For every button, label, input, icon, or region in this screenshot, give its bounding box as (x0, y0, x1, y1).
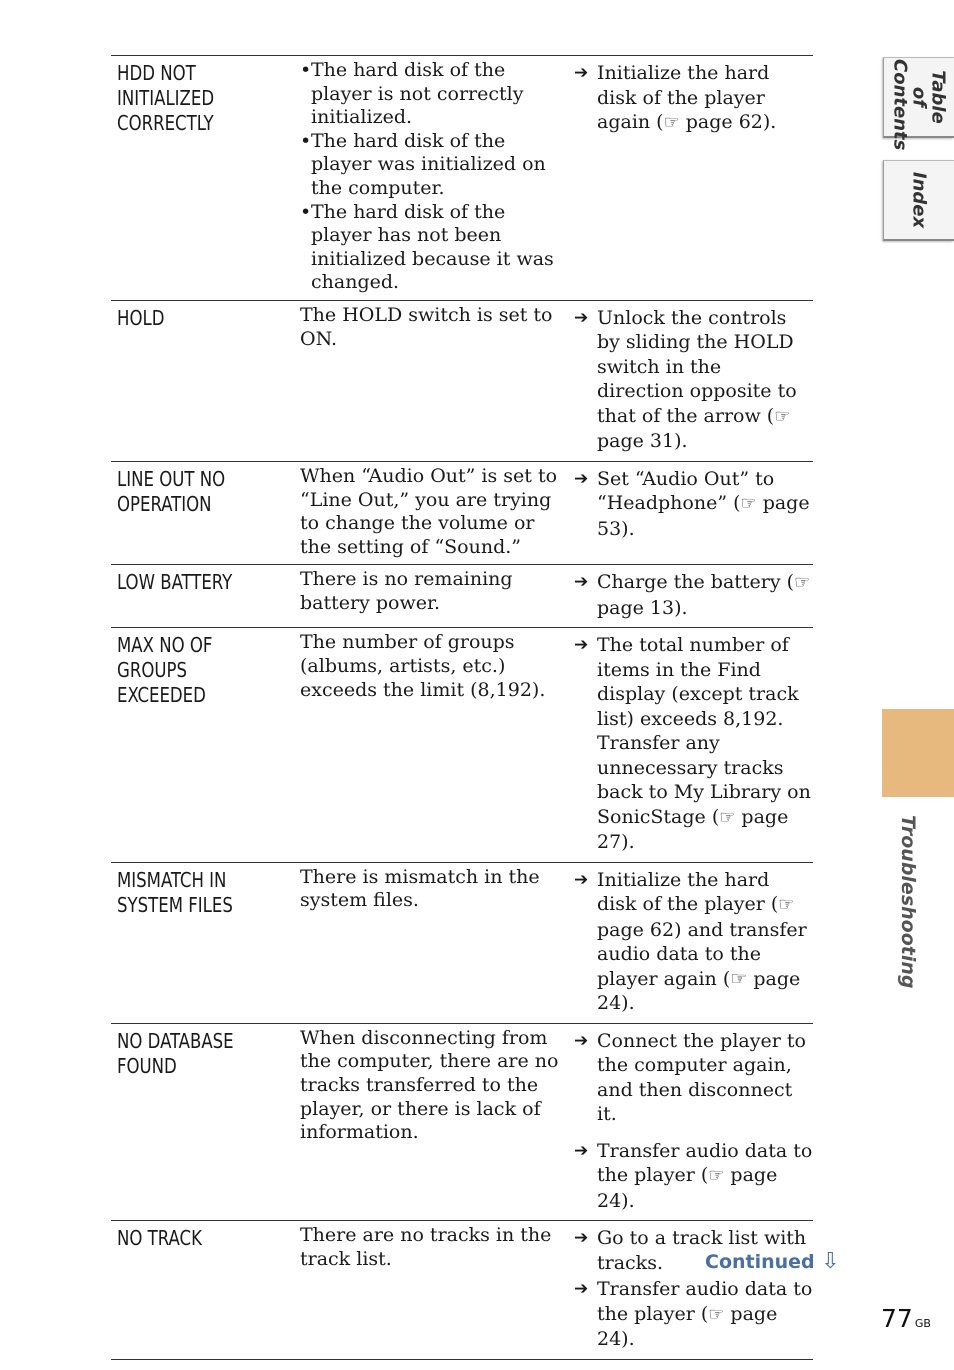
cause (300, 1221, 560, 1359)
table-row (111, 301, 813, 462)
remedy-item (574, 1277, 813, 1352)
tab-index-label: Index (908, 171, 930, 229)
page-reference-text: page 24). (597, 1164, 778, 1212)
error-message-line: NO DATABASE (117, 1028, 234, 1053)
remedy (560, 565, 813, 627)
arrow-icon: ➔ (574, 468, 589, 489)
error-message (111, 628, 300, 862)
page-number-value: 77 (881, 1304, 913, 1333)
cause-item: • The hard disk of the player has not been initialized because it was changed. (300, 201, 560, 295)
arrow-icon: ➔ (574, 572, 589, 593)
cause-item: • The hard disk of the player was initialized on the computer. (300, 130, 560, 201)
page-reference-icon: ☞ (708, 1303, 725, 1325)
cause-text: When “Audio Out” is set to “Line Out,” you are trying to change the volume or the setting of “Sound.” (300, 464, 558, 558)
error-message-line: MAX NO OF (117, 633, 213, 658)
error-message-line: SYSTEM FILES (117, 892, 233, 917)
table-row (111, 1024, 813, 1222)
error-message (111, 1024, 300, 1221)
remedy (560, 56, 813, 300)
continued-link (705, 1249, 840, 1274)
remedy (560, 1221, 813, 1359)
down-arrow-icon: ⇩ (821, 1249, 840, 1274)
error-message-line: FOUND (117, 1053, 177, 1078)
remedy-text: The total number of items in the Find display (except track list) exceeds 8,192. Transfer any unnecessary tracks back to My Library on SonicStage ( (597, 634, 811, 828)
error-message (111, 565, 300, 627)
arrow-icon: ➔ (574, 1140, 589, 1161)
tab-table-of-contents-label: Table of Contents (889, 59, 949, 151)
error-message (111, 56, 300, 300)
remedy (560, 1024, 813, 1221)
remedy-item (574, 1029, 813, 1127)
arrow-icon: ➔ (574, 63, 589, 83)
page-number-suffix: GB (914, 1317, 931, 1330)
remedy-item (574, 1139, 813, 1214)
cause-text: There are no tracks in the track list. (300, 1224, 552, 1270)
remedy-item (574, 633, 813, 855)
error-message-line: EXCEEDED (117, 683, 206, 708)
arrow-icon: ➔ (574, 307, 589, 328)
section-color-block (882, 709, 954, 797)
remedy-item (574, 306, 813, 454)
error-message-line: INITIALIZED (117, 86, 215, 110)
page-reference-text: page 62) and transfer audio data to the player again (☞ page 24). (597, 918, 807, 1015)
table-row (111, 462, 813, 565)
troubleshooting-table (111, 55, 813, 1360)
cause-item: • The hard disk of the player is not correctly initialized. (300, 59, 560, 130)
remedy (560, 301, 813, 461)
page-reference-text: page 24). (597, 1302, 778, 1351)
section-label-text: Troubleshooting (897, 815, 919, 989)
remedy-text: Connect the player to the computer again, and then disconnect it. (597, 1029, 806, 1126)
table-row (111, 1221, 813, 1360)
page-reference-icon: ☞ (708, 1165, 725, 1187)
remedy-item (574, 467, 813, 542)
cause-text: The number of groups (albums, artists, etc.) exceeds the limit (8,192). (300, 631, 546, 701)
remedy-text: Initialize the hard disk of the player ( (597, 868, 779, 916)
remedy-text: Initialize the hard disk of the player again ( (597, 62, 770, 133)
error-message-line: HDD NOT (117, 61, 196, 85)
remedy-text: Unlock the controls by sliding the HOLD switch in the direction opposite to that of the arrow ( (597, 306, 797, 427)
error-message-line: GROUPS (117, 658, 187, 683)
error-message-line: LOW BATTERY (117, 570, 233, 595)
remedy-text: Set “Audio Out” to “Headphone” ( (597, 467, 775, 515)
arrow-icon: ➔ (574, 1228, 589, 1249)
remedy-text: Charge the battery ( (597, 571, 795, 594)
arrow-icon: ➔ (574, 869, 589, 890)
cause-text: There is no remaining battery power. (300, 568, 513, 614)
cause (300, 301, 560, 461)
arrow-icon: ➔ (574, 1279, 589, 1300)
table-row (111, 565, 813, 628)
remedy (560, 863, 813, 1023)
error-message-line: LINE OUT NO (117, 466, 226, 491)
error-message (111, 863, 300, 1023)
cause (300, 462, 560, 564)
remedy-item (574, 868, 813, 1016)
page-reference-icon: ☞ (774, 405, 791, 427)
remedy-text: Go to a track list with tracks. (597, 1227, 807, 1274)
page-reference-text: page 53). (597, 492, 810, 540)
error-message (111, 462, 300, 564)
remedy-text: Transfer audio data to the player ( (597, 1139, 813, 1187)
arrow-icon: ➔ (574, 635, 589, 656)
page-reference-icon: ☞ (719, 806, 736, 828)
cause-text: The HOLD switch is set to ON. (300, 303, 553, 350)
cause (300, 565, 560, 627)
page-reference-icon: ☞ (794, 572, 811, 594)
error-message (111, 301, 300, 461)
error-message (111, 1221, 300, 1359)
cause (300, 628, 560, 862)
cause-text: There is mismatch in the system files. (300, 865, 540, 912)
error-message-line: MISMATCH IN (117, 867, 227, 892)
cause (300, 56, 560, 300)
table-row (111, 56, 813, 301)
error-message-line: NO TRACK (117, 1226, 202, 1251)
cause (300, 863, 560, 1023)
remedy-text: Transfer audio data to the player ( (597, 1278, 813, 1325)
remedy (560, 462, 813, 564)
page-reference-icon: ☞ (740, 493, 757, 515)
cause (300, 1024, 560, 1221)
page-reference-icon: ☞ (778, 894, 795, 916)
arrow-icon: ➔ (574, 1030, 589, 1051)
cause-list (300, 59, 560, 295)
page-reference-text: page 62). (679, 111, 777, 133)
error-message-line: OPERATION (117, 491, 212, 516)
table-row (111, 628, 813, 863)
remedy (560, 628, 813, 862)
page-reference-text: page 13). (597, 596, 688, 619)
page-reference-icon: ☞ (663, 112, 680, 133)
error-message-line: HOLD (117, 305, 165, 330)
remedy-item (574, 570, 813, 620)
remedy-item (574, 61, 813, 136)
table-row (111, 863, 813, 1024)
tab-index[interactable] (883, 160, 954, 241)
page-reference-text: page 27). (597, 805, 789, 854)
continued-label: Continued (705, 1251, 815, 1273)
tab-table-of-contents[interactable] (883, 57, 954, 151)
page-reference-text: page 31). (597, 430, 688, 453)
section-label (890, 815, 920, 989)
error-message-line: CORRECTLY (117, 111, 214, 135)
cause-text: When disconnecting from the computer, there are no tracks transferred to the player, or there is lack of information. (300, 1026, 559, 1144)
page-number (881, 1304, 931, 1333)
